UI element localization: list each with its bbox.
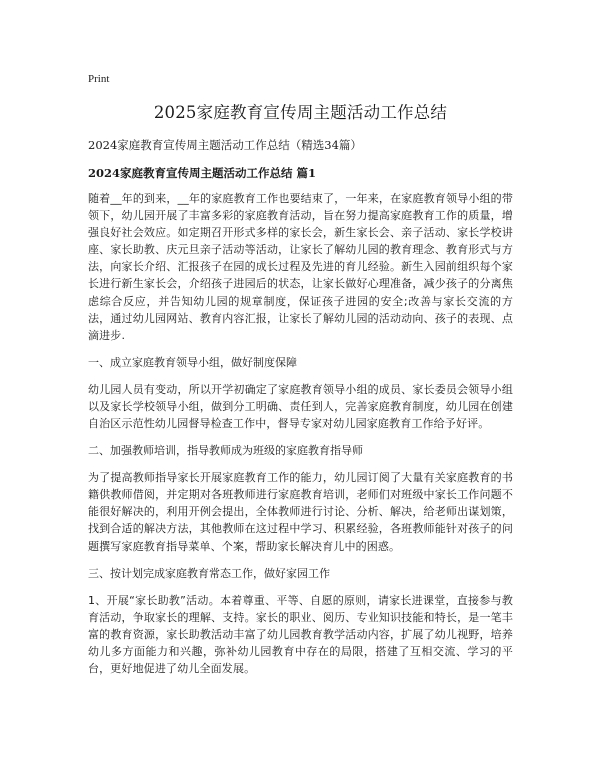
document-subtitle: 2024家庭教育宣传周主题活动工作总结（精选34篇） — [88, 138, 362, 152]
paragraph-parent-assistant: 1、开展“家长助教”活动。本着尊重、平等、自愿的原则，请家长进课堂，直接参与教育活动，争取家长的理解、支持。家长的职业、阅历、专业知识技能和特长，是一笔丰富的教育资源，家长助教活动丰富了幼儿园教育教学活动内容，扩展了幼儿视野，培养幼儿多方面能力和兴趣，弥补幼儿园教育中存在的局限，搭建了互相交流、学习的平台，更好地促进了幼儿全面发展。 — [88, 593, 513, 675]
section-heading: 2024家庭教育宣传周主题活动工作总结 篇1 — [88, 166, 317, 180]
paragraph-intro: 随着__年的到来，__年的家庭教育工作也要结束了，一年来，在家庭教育领导小组的带领下，幼儿园开展了丰富多彩的家庭教育活动，旨在努力提高家庭教育工作的质量，增强良好社会效应。如定期召开形式多样的家长会，新生家长会、亲子活动、家长学校讲座、家长助教、庆元旦亲子活动等活动，让家长了解幼儿园的教育理念、教育形式与方法，向家长介绍、汇报孩子在园的成长过程及先进的育儿经验。新生入园前组织每个家长进行新生家长会，介绍孩子进园后的状态，让家长做好心理准备，减少孩子的分离焦虑综合反应，并告知幼儿园的规章制度，保证孩子进园的安全;改善与家长交流的方法，通过幼儿园网站、教育内容汇报，让家长了解幼儿园的活动动向、孩子的表现、点滴进步. — [88, 192, 513, 342]
paragraph-leadership-group: 幼儿园人员有变动，所以开学初确定了家庭教育领导小组的成员、家长委员会领导小组以及家长学校领导小组，做到分工明确、责任到人，完善家庭教育制度，幼儿园在创建自治区示范性幼儿园督导检查工作中，督导专家对幼儿园家庭教育工作给予好评。 — [88, 382, 513, 431]
subheading-teacher-training: 二、加强教师培训，指导教师成为班级的家庭教育指导师 — [88, 444, 363, 458]
subheading-leadership-group: 一、成立家庭教育领导小组，做好制度保障 — [88, 355, 297, 369]
print-link[interactable]: Print — [88, 73, 110, 85]
paragraph-teacher-training: 为了提高教师指导家长开展家庭教育工作的能力，幼儿园订阅了大量有关家庭教育的书籍供教师借阅，并定期对各班教师进行家庭教育培训，老师们对班级中家长工作问题不能很好解决的，利用开例会提出，全体教师进行讨论、分析、解决，给老师出谋划策，找到合适的解决方法，其他教师在这过程中学习、积累经验，各班教师能针对孩子的问题撰写家庭教育指导菜单、个案，帮助家长解决育儿中的困惑。 — [88, 471, 513, 553]
subheading-routine-work: 三、按计划完成家庭教育常态工作，做好家园工作 — [88, 566, 330, 580]
page-title: 2025家庭教育宣传周主题活动工作总结 — [153, 103, 448, 122]
